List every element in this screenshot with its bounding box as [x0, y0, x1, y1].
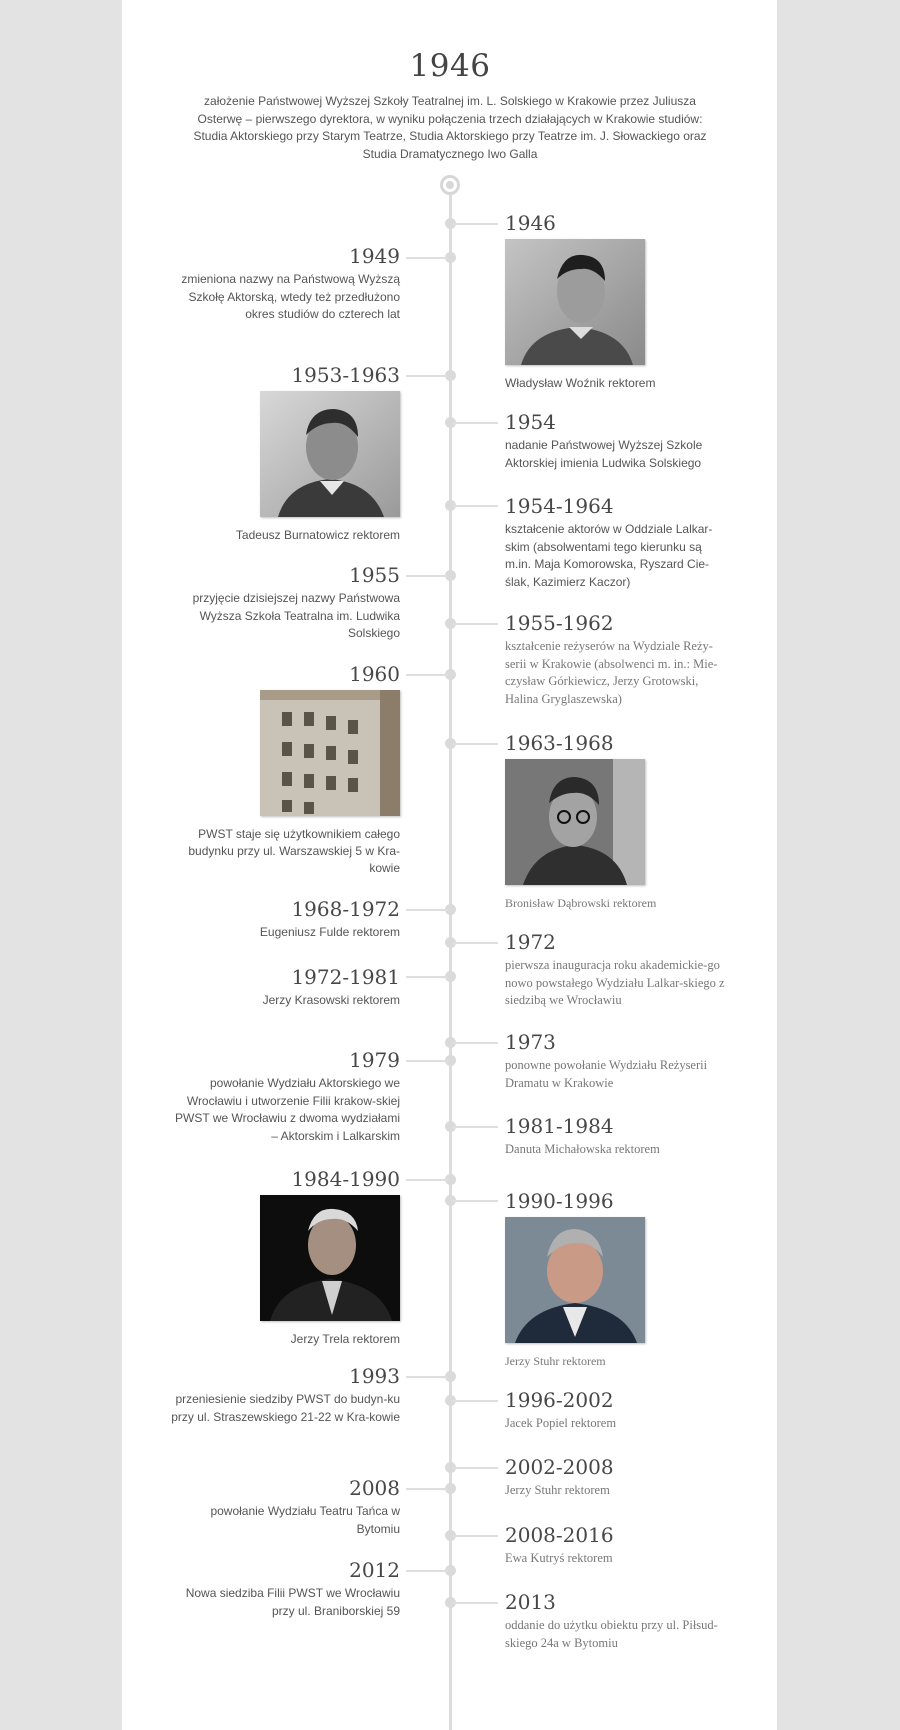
portrait-photo	[505, 1217, 645, 1343]
photo-caption: Jerzy Trela rektorem	[290, 1332, 400, 1346]
connector	[452, 422, 498, 424]
event-right	[505, 1388, 730, 1433]
event-left	[170, 662, 400, 877]
event-left	[170, 1558, 400, 1620]
photo-caption: Jerzy Stuhr rektorem	[505, 1354, 606, 1368]
event-year: 1984-1990	[291, 1167, 400, 1191]
connector	[406, 575, 448, 577]
photo-caption: Władysław Woźnik rektorem	[505, 376, 656, 390]
event-year: 1955	[349, 563, 400, 587]
event-text: Eugeniusz Fulde rektorem	[259, 925, 400, 939]
event-left	[170, 965, 400, 1010]
event-year: 1954	[505, 410, 556, 434]
connector	[406, 1570, 448, 1572]
event-year: 2013	[505, 1590, 556, 1614]
event-year: 2008	[349, 1476, 400, 1500]
event-right	[505, 1114, 730, 1159]
event-year: 1954-1964	[505, 494, 614, 518]
portrait-photo	[260, 1195, 400, 1321]
event-year: 2002-2008	[505, 1455, 614, 1479]
event-text: przeniesienie siedziby PWST do budyn-ku przy ul. Straszewskiego 21-22 w Kra-kowie	[171, 1392, 400, 1424]
connector	[452, 505, 498, 507]
header-description: założenie Państwowej Wyższej Szkoły Teatralnej im. L. Solskiego w Krakowie przez Juliusza Osterwę – pierwszego dyrektora, w wyniku połączenia trzech działających w Krakowie studiów: Studia Aktorskiego przy Starym Teatrze, Studia Aktorskiego przy Teatrze im. J. Słowackiego oraz Studia Dramatycznego Iwo Galla	[193, 94, 707, 161]
event-text: zmieniona nazwy na Państwową Wyższą Szkołę Aktorską, wtedy też przedłużono okres studiów do czterech lat	[181, 272, 400, 321]
photo-caption: Bronisław Dąbrowski rektorem	[505, 896, 657, 910]
photo-caption: Tadeusz Burnatowicz rektorem	[235, 528, 400, 542]
event-text: kształcenie aktorów w Oddziale Lalkar-skim (absolwentami tego kierunku są m.in. Maja Komorowska, Ryszard Cie-ślak, Kazimierz Kaczor)	[505, 522, 713, 589]
event-left	[170, 1364, 400, 1426]
event-year: 1955-1962	[505, 611, 614, 635]
portrait-photo	[505, 239, 645, 365]
event-year: 1990-1996	[505, 1189, 614, 1213]
building-photo	[260, 690, 400, 816]
portrait-photo	[505, 759, 645, 885]
connector	[452, 1467, 498, 1469]
event-text: Jerzy Stuhr rektorem	[505, 1483, 610, 1497]
event-year: 1993	[349, 1364, 400, 1388]
event-year: 2012	[349, 1558, 400, 1582]
connector	[452, 1400, 498, 1402]
connector	[452, 1602, 498, 1604]
event-text: Jerzy Krasowski rektorem	[262, 993, 400, 1007]
connector	[452, 942, 498, 944]
connector	[406, 375, 448, 377]
event-year: 1972	[505, 930, 556, 954]
connector	[406, 674, 448, 676]
event-text: pierwsza inauguracja roku akademickie-go nowo powstałego Wydziału Lalkar-skiego z siedzibą we Wrocławiu	[505, 958, 725, 1007]
event-right	[505, 494, 730, 591]
event-right	[505, 1523, 730, 1568]
event-right	[505, 410, 730, 472]
event-text: Jacek Popiel rektorem	[505, 1416, 617, 1430]
event-year: 1972-1981	[291, 965, 400, 989]
timeline-start-marker	[440, 175, 460, 195]
event-right	[505, 211, 730, 392]
event-year: 2008-2016	[505, 1523, 614, 1547]
event-left	[170, 1167, 400, 1348]
event-text: ponowne powołanie Wydziału Reżyserii Dramatu w Krakowie	[505, 1058, 708, 1090]
event-text: Ewa Kutryś rektorem	[505, 1551, 613, 1565]
event-text: powołanie Wydziału Aktorskiego we Wrocławiu i utworzenie Filii krakow-skiej PWST we Wrocławiu z dwoma wydziałami – Aktorskim i Lalkarskim	[175, 1076, 400, 1143]
connector	[452, 1535, 498, 1537]
event-text: oddanie do użytku obiektu przy ul. Piłsud-skiego 24a w Bytomiu	[505, 1618, 718, 1650]
photo-caption: PWST staje się użytkownikiem całego budynku przy ul. Warszawskiej 5 w Kra-kowie	[188, 827, 400, 875]
event-right	[505, 1455, 730, 1500]
event-year: 1946	[505, 211, 556, 235]
event-text: nadanie Państwowej Wyższej Szkole Aktorskiej imienia Ludwika Solskiego	[505, 438, 703, 470]
event-right	[505, 1189, 730, 1370]
connector	[406, 1376, 448, 1378]
event-left	[170, 1476, 400, 1538]
event-year: 1973	[505, 1030, 556, 1054]
event-right	[505, 611, 730, 708]
event-year: 1963-1968	[505, 731, 614, 755]
event-year: 1981-1984	[505, 1114, 614, 1138]
event-text: Nowa siedziba Filii PWST we Wrocławiu przy ul. Braniborskiej 59	[185, 1586, 400, 1618]
event-text: przyjęcie dzisiejszej nazwy Państwowa Wyższa Szkoła Teatralna im. Ludwika Solskiego	[192, 591, 400, 640]
event-year: 1949	[349, 244, 400, 268]
connector	[452, 223, 498, 225]
header-year: 1946	[409, 48, 491, 84]
event-right	[505, 731, 730, 912]
event-left	[170, 244, 400, 324]
connector	[406, 976, 448, 978]
event-year: 1979	[349, 1048, 400, 1072]
event-left	[170, 897, 400, 942]
connector	[406, 1179, 448, 1181]
event-left	[170, 563, 400, 643]
connector	[406, 257, 448, 259]
event-text: powołanie Wydziału Teatru Tańca w Bytomiu	[210, 1504, 400, 1536]
connector	[406, 1060, 448, 1062]
portrait-photo	[260, 391, 400, 517]
connector	[406, 909, 448, 911]
event-right	[505, 1030, 730, 1092]
event-right	[505, 1590, 730, 1652]
event-year: 1996-2002	[505, 1388, 614, 1412]
event-year: 1953-1963	[291, 363, 400, 387]
connector	[452, 1126, 498, 1128]
event-left	[170, 1048, 400, 1145]
connector	[406, 1488, 448, 1490]
event-text: kształcenie reżyserów na Wydziale Reży-serii w Krakowie (absolwenci m. in.: Mie-czysław Górkiewicz, Jerzy Grotowski, Halina Gryglaszewska)	[505, 639, 718, 706]
connector	[452, 623, 498, 625]
connector	[452, 1042, 498, 1044]
event-left	[170, 363, 400, 544]
connector	[452, 743, 498, 745]
connector	[452, 1200, 498, 1202]
event-year: 1960	[349, 662, 400, 686]
event-text: Danuta Michałowska rektorem	[505, 1142, 660, 1156]
event-right	[505, 930, 730, 1010]
event-year: 1968-1972	[291, 897, 400, 921]
